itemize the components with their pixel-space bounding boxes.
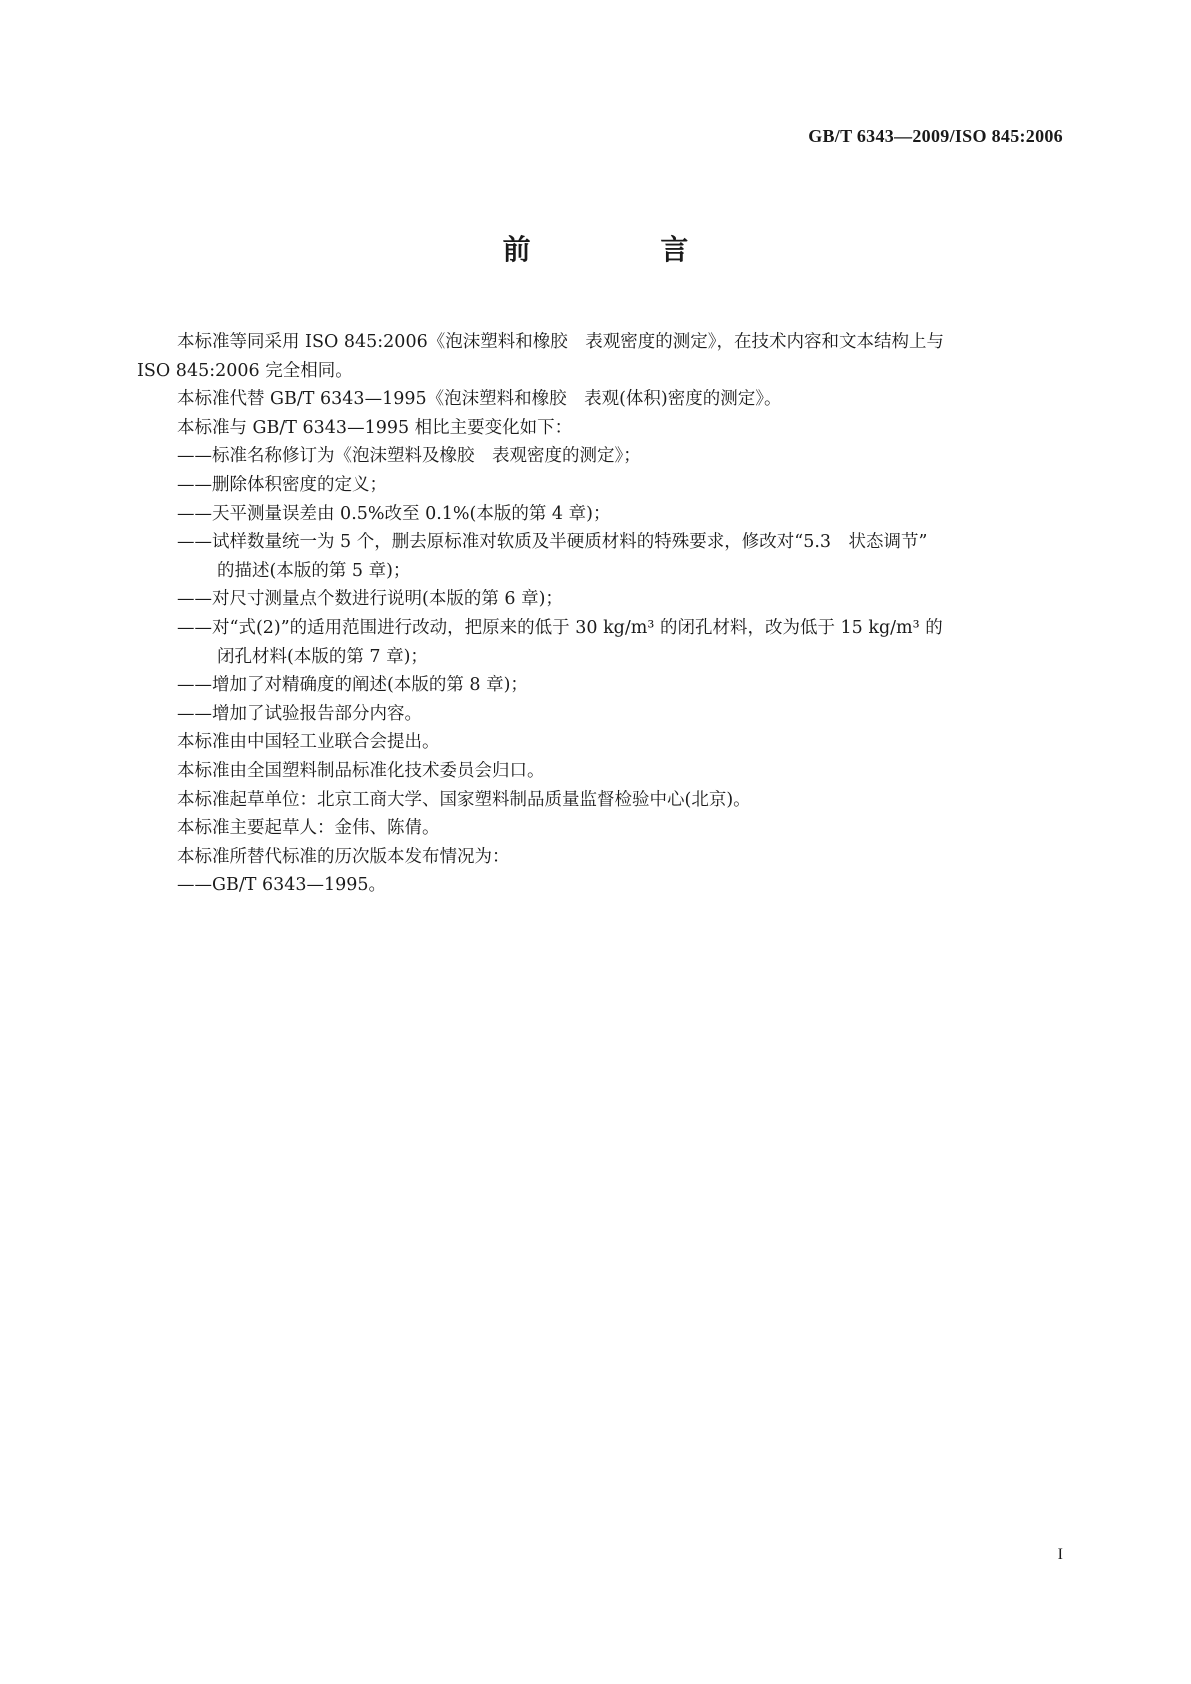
list-item: ——试样数量统一为 5 个，删去原标准对软质及半硬质材料的特殊要求，修改对“5.3 状态调节” 的描述(本版的第 5 章)； [177,532,928,581]
paragraph-history-intro: 本标准所替代标准的历次版本发布情况为： [177,846,510,867]
paragraph-adoption: 本标准等同采用 ISO 845:2006《泡沫塑料和橡胶 表观密度的测定》，在技术内容和文本结构上与 [177,332,944,352]
page-number: I [1057,1546,1063,1563]
list-item: ——增加了对精确度的阐述(本版的第 8 章)； [177,675,528,696]
paragraph-changes-intro: 本标准与 GB/T 6343—1995 相比主要变化如下： [177,417,573,438]
paragraph-adoption-cont: ISO 845:2006 完全相同。 [137,360,353,381]
list-item: ——对尺寸测量点个数进行说明(本版的第 6 章)； [177,589,563,610]
list-item: ——天平测量误差由 0.5%改至 0.1%(本版的第 4 章)； [177,503,611,524]
foreword-body [137,328,1062,900]
standard-code: GB/T 6343—2009/ISO 845:2006 [808,126,1063,146]
paragraph-drafting-units: 本标准起草单位：北京工商大学、国家塑料制品质量监督检验中心(北京)。 [177,789,751,810]
paragraph-drafters: 本标准主要起草人：金伟、陈倩。 [177,818,440,839]
paragraph-proposer: 本标准由中国轻工业联合会提出。 [177,732,440,753]
list-item: ——删除体积密度的定义； [177,474,387,495]
paragraph-replaces: 本标准代替 GB/T 6343—1995《泡沫塑料和橡胶 表观(体积)密度的测定》。 [177,389,782,410]
list-item: ——对“式(2)”的适用范围进行改动，把原来的低于 30 kg/m³ 的闭孔材料，改为低于 15 kg/m³ 的 闭孔材料(本版的第 7 章)； [177,617,943,667]
list-item: ——增加了试验报告部分内容。 [177,703,422,724]
paragraph-committee: 本标准由全国塑料制品标准化技术委员会归口。 [177,760,545,781]
list-item: ——标准名称修订为《泡沫塑料及橡胶 表观密度的测定》； [177,446,641,467]
page-title: 前 言 [502,233,749,266]
paragraph-history-item: ——GB/T 6343—1995。 [177,875,387,896]
